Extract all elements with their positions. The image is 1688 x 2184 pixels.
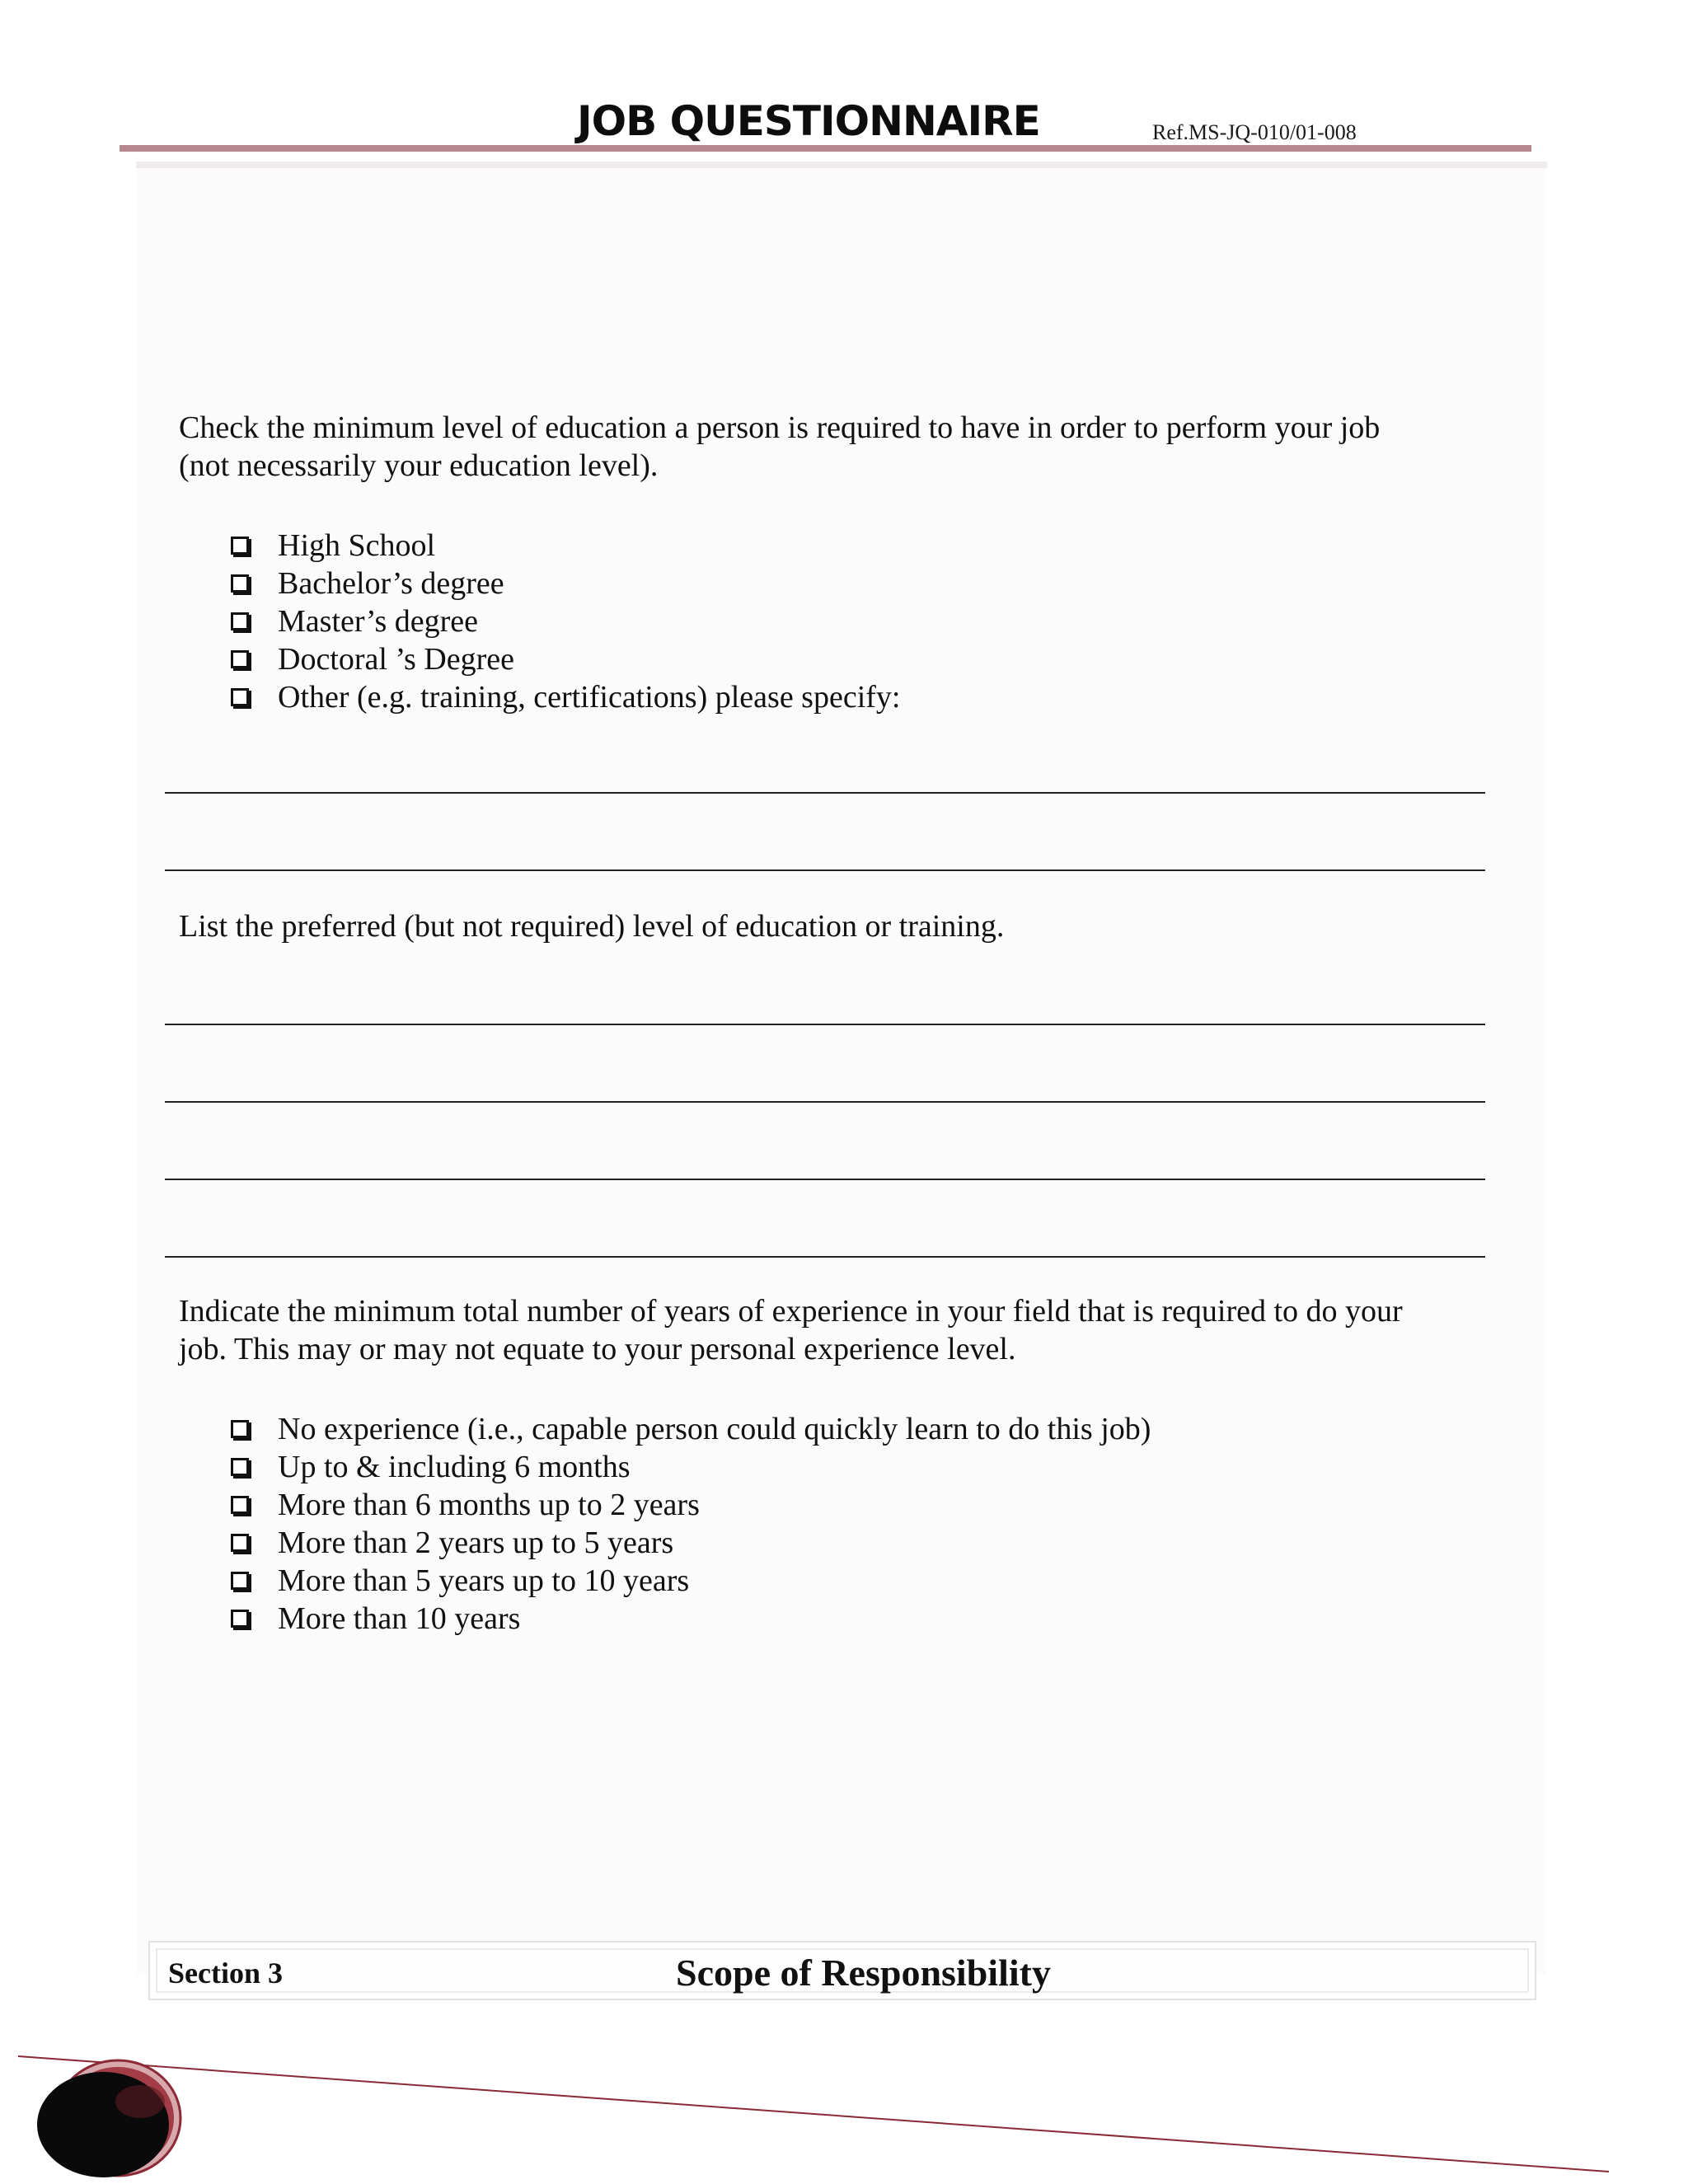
other-specify-line-2[interactable]: [165, 869, 1485, 871]
education-options-list: [231, 527, 900, 716]
checkbox-icon[interactable]: [231, 1610, 249, 1628]
option-label: High School: [278, 528, 436, 563]
checkbox-icon[interactable]: [231, 1572, 249, 1590]
experience-option-2-years[interactable]: [231, 1486, 1151, 1524]
checkbox-icon[interactable]: [231, 688, 249, 706]
footer-decoration: [0, 2036, 1688, 2184]
preferred-education-line-1[interactable]: [165, 1024, 1485, 1025]
option-label: Master’s degree: [278, 604, 479, 639]
footer-line: [18, 2056, 1609, 2172]
checkbox-icon[interactable]: [231, 1534, 249, 1552]
experience-option-5-years[interactable]: [231, 1524, 1151, 1562]
education-option-masters[interactable]: [231, 602, 900, 640]
preferred-education-line-2[interactable]: [165, 1101, 1485, 1103]
experience-question: [179, 1292, 1514, 1368]
experience-option-none[interactable]: [231, 1410, 1151, 1448]
experience-options-list: [231, 1410, 1151, 1638]
question-line: Check the minimum level of education a person is required to have in order to perform your job: [179, 410, 1381, 445]
checkbox-icon[interactable]: [231, 537, 249, 555]
checkbox-icon[interactable]: [231, 612, 249, 630]
checkbox-icon[interactable]: [231, 1420, 249, 1438]
experience-option-10-years[interactable]: [231, 1562, 1151, 1600]
other-specify-line-1[interactable]: [165, 792, 1485, 794]
option-label: More than 10 years: [278, 1601, 521, 1636]
dark-disc-emblem-icon: [35, 2060, 181, 2184]
option-label: More than 6 months up to 2 years: [278, 1488, 700, 1522]
option-label: More than 2 years up to 5 years: [278, 1526, 674, 1560]
checkbox-icon[interactable]: [231, 650, 249, 668]
education-required-question: [179, 409, 1514, 485]
preferred-education-line-4[interactable]: [165, 1256, 1485, 1258]
education-option-bachelors[interactable]: [231, 565, 900, 602]
question-line: job. This may or may not equate to your personal experience level.: [179, 1332, 1016, 1366]
option-label: Doctoral ’s Degree: [278, 642, 514, 677]
education-preferred-question: List the preferred (but not required) level of education or training.: [179, 909, 1005, 944]
option-label: More than 5 years up to 10 years: [278, 1563, 690, 1598]
section-title: Scope of Responsibility: [676, 1952, 1051, 1994]
header-shadow-divider: [136, 162, 1547, 168]
experience-option-more-than-10[interactable]: [231, 1600, 1151, 1638]
section-header: [148, 1941, 1536, 2000]
section-number: Section 3: [168, 1957, 283, 1990]
checkbox-icon[interactable]: [231, 574, 249, 593]
option-label: Bachelor’s degree: [278, 566, 504, 601]
checkbox-icon[interactable]: [231, 1458, 249, 1476]
education-option-other[interactable]: [231, 678, 900, 716]
document-title: JOB QUESTIONNAIRE: [577, 97, 1040, 145]
reference-number: Ref.MS-JQ-010/01-008: [1152, 120, 1357, 144]
preferred-education-line-3[interactable]: [165, 1179, 1485, 1180]
education-option-high-school[interactable]: [231, 527, 900, 565]
header-divider: [120, 145, 1531, 152]
option-label: No experience (i.e., capable person could quickly learn to do this job): [278, 1412, 1151, 1446]
question-line: (not necessarily your education level).: [179, 448, 659, 483]
education-option-doctoral[interactable]: [231, 640, 900, 678]
question-line: Indicate the minimum total number of years of experience in your field that is required to do your: [179, 1294, 1403, 1329]
checkbox-icon[interactable]: [231, 1496, 249, 1514]
option-label: Up to & including 6 months: [278, 1450, 631, 1484]
option-label: Other (e.g. training, certifications) please specify:: [278, 680, 901, 715]
experience-option-6-months[interactable]: [231, 1448, 1151, 1486]
